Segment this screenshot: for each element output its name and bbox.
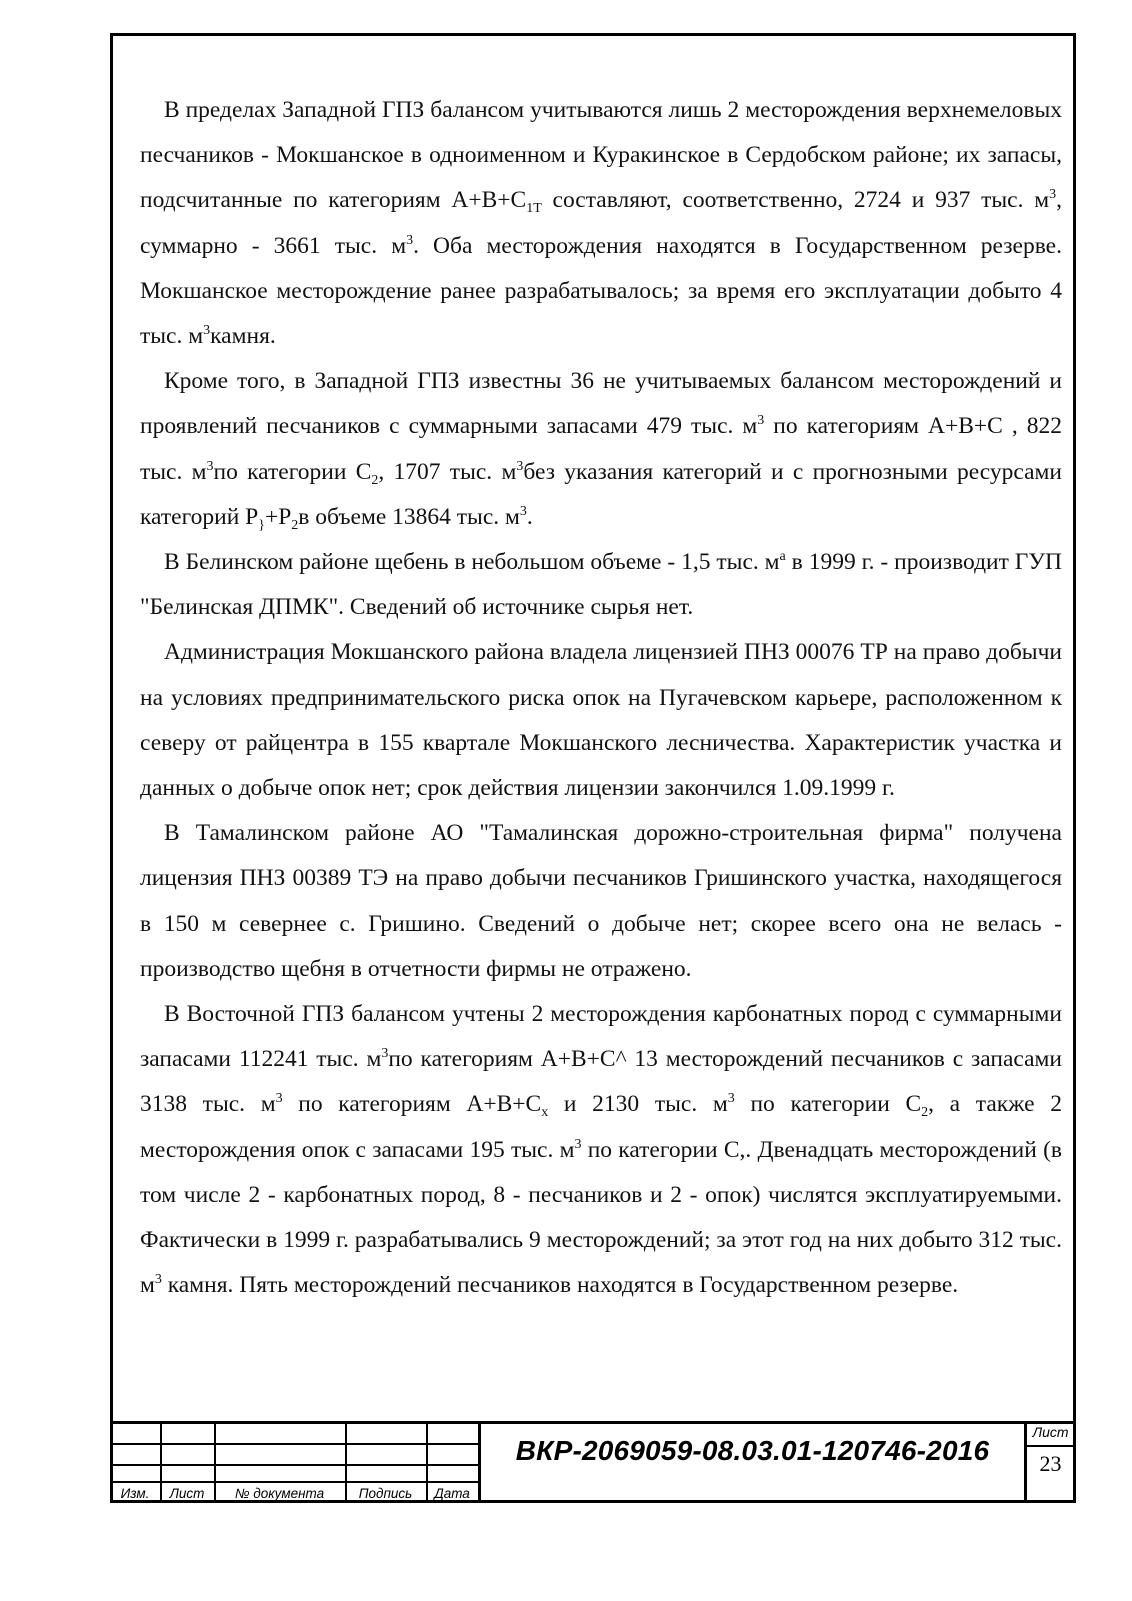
body-text <box>140 88 1062 1308</box>
stamp-label-doc: № документа <box>234 1486 325 1501</box>
paragraph: Кроме того, в Западной ГПЗ известны 36 не учитываемых балансом месторождений и проявлений песчаников с суммарными запасами 479 тыс. $м^3$ по категориям А+В+С , 822 тыс. $м^3по$ категории $С_2$, 1707 тыс. $м^3без$ указания категорий и с прогнозными ресурсами категорий $Р_{\}}+Р_2в$ объеме 13864 тыс. $м^3$. <box>140 368 1062 533</box>
stamp-line <box>480 1421 1076 1424</box>
paragraph: В Тамалинском районе АО "Тамалинская дорожно-строительная фирма" получена лицензия ПНЗ 00389 ТЭ на право добычи песчаников Гришинского участка, находящегося в 150 м севернее с. Гришино. Сведений о добыче нет; скорее всего она не велась - производство щебня в отчетности фирмы не отражено. <box>140 820 1062 982</box>
stamp-line <box>1025 1445 1076 1447</box>
stamp-line <box>110 1421 480 1424</box>
stamp-line <box>110 1464 480 1466</box>
stamp-label-sign: Подпись <box>358 1486 413 1501</box>
paragraph: В Восточной ГПЗ балансом учтены 2 месторождения карбонатных пород с суммарными запасами 112241 тыс. $м^3по$ категориям А+В+С^ 13 месторождений песчаников с запасами 3138 тыс. $м^3$ по категориям $А+В+С_х$ и 2130 тыс. $м^3$ по категории $С_2$, а также 2 месторождения опок с запасами 195 тыс. $м^3$ по категории С,. Двенадцать месторождений (в том числе 2 - карбонатных пород, 8 - песчаников и 2 - опок) числятся эксплуатируемыми. Фактически в 1999 г. разрабатывались 9 месторождений; за этот год на них добыто 312 тыс. $м^3$ камня. Пять месторождений песчаников находятся в Государственном резерве. <box>140 1001 1062 1299</box>
stamp-line <box>110 1443 480 1445</box>
document-code: ВКР-2069059-08.03.01-120746-2016 <box>515 1435 990 1466</box>
title-block <box>110 1421 1076 1503</box>
stamp-label-izm: Изм. <box>120 1486 150 1501</box>
stamp-line <box>110 1481 480 1483</box>
paragraph: В Белинском районе щебень в небольшом объеме - 1,5 тыс. $м^а$ в 1999 г. - производит ГУП "Белинская ДПМК". Сведений об источнике сырья нет. <box>140 549 1062 621</box>
sheet-number: 23 <box>1039 1451 1062 1476</box>
stamp-label-date: Дата <box>434 1486 470 1501</box>
sheet-label: Лист <box>1032 1424 1069 1440</box>
paragraph: Администрация Мокшанского района владела лицензией ПНЗ 00076 ТР на право добычи на условиях предпринимательского риска опок на Пугачевском карьере, расположенном к северу от райцентра в 155 квартале Мокшанского лесничества. Характеристик участка и данных о добыче опок нет; срок действия лицензии закончился 1.09.1999 г. <box>140 639 1062 802</box>
stamp-label-list: Лист <box>169 1486 205 1501</box>
paragraph: В пределах Западной ГПЗ балансом учитываются лишь 2 месторождения верхнемеловых песчаников - Мокшанское в одноименном и Куракинское в Сердобском районе; их запасы, подсчитанные по категориям $А+В+С_{1Т}$ составляют, соответственно, 2724 и 937 тыс. $м^3$, суммарно - 3661 тыс. $м^3$. Оба месторождения находятся в Государственном резерве. Мокшанское месторождение ранее разрабатывалось; за время его эксплуатации добыто 4 тыс. $м^3камня$. <box>140 97 1062 350</box>
